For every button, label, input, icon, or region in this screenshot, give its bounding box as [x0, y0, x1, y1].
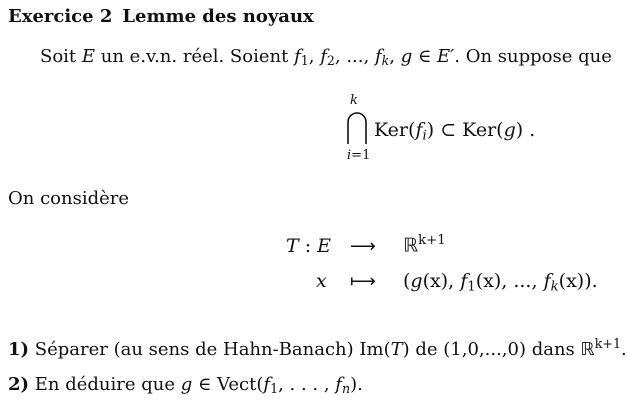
map-variable: x: [316, 270, 327, 292]
map-domain: T : E: [286, 235, 332, 257]
intro-line: Soit E un e.v.n. réel. Soient $f_1$, $f_2$, ..., $f_k$, g ∈ E′. On suppose que: [40, 46, 612, 69]
intersection-lower-limit: i=1: [347, 148, 371, 163]
map-image: (g(x), $f_1(x)$, ..., $f_k(x)$).: [403, 270, 598, 295]
map-codomain: ℝ$^{k+1}$: [403, 233, 446, 257]
kernel-inclusion: $Ker(f_i)$ ⊂ Ker(g) .: [374, 119, 536, 144]
mapsto-arrow: ⟼: [350, 271, 376, 292]
big-intersection-symbol: [345, 108, 369, 144]
map-arrow: ⟶: [350, 236, 376, 257]
question-2: 2) En déduire que g ∈ $Vect(f_1$, . . . , $f_n$).: [8, 374, 363, 397]
exercise-number: Exercice 2: [8, 6, 113, 27]
consider-line: On considère: [8, 188, 130, 209]
question-2-number: 2): [8, 374, 30, 395]
exercise-title: [8, 6, 314, 27]
question-1: 1) Séparer (au sens de Hahn-Banach) Im(T) de (1,0,...,0) dans ℝ$^{k+1}$.: [8, 336, 627, 360]
exercise-name: Lemme des noyaux: [122, 6, 314, 27]
question-1-number: 1): [8, 338, 30, 360]
intersection-upper-limit: k: [350, 93, 358, 108]
